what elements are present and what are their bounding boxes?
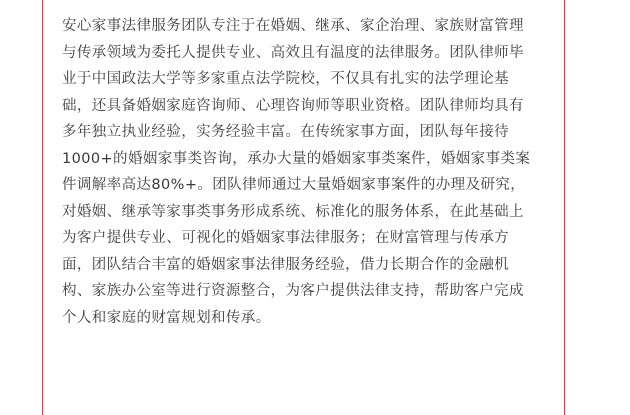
paragraph-line: 个人和家庭的财富规划和传承。 bbox=[62, 309, 271, 326]
paragraph-line: 业于中国政法大学等多家重点法学院校，不仅具有扎实的法学理论基 bbox=[62, 71, 509, 87]
paragraph-line: 为客户提供专业、可视化的婚姻家事法律服务；在财富管理与传承方 bbox=[62, 230, 509, 246]
paragraph-line: 安心家事法律服务团队专注于在婚姻、继承、家企治理、家族财富管理 bbox=[62, 18, 524, 34]
paragraph-line: 础，还具备婚姻家庭咨询师、心理咨询师等职业资格。团队律师均具有 bbox=[62, 97, 524, 114]
paragraph-line: 1000+的婚姻家事类咨询，承办大量的婚姻家事类案件，婚姻家事类案 bbox=[62, 150, 531, 167]
paragraph-line: 面，团队结合丰富的婚姻家事法律服务经验，借力长期合作的金融机 bbox=[62, 256, 509, 273]
paragraph-line: 多年独立执业经验，实务经验丰富。在传统家事方面，团队每年接待 bbox=[62, 124, 509, 140]
article-paragraph bbox=[62, 13, 574, 331]
paragraph-line: 对婚姻、继承等家事类事务形成系统、标准化的服务体系，在此基础上 bbox=[62, 203, 524, 220]
paragraph-line: 件调解率高达80%+。团队律师通过大量婚姻家事案件的办理及研究， bbox=[62, 177, 526, 193]
paragraph-line: 构、家族办公室等进行资源整合，为客户提供法律支持，帮助客户完成 bbox=[62, 283, 524, 299]
paragraph-line: 与传承领域为委托人提供专业、高效且有温度的法律服务。团队律师毕 bbox=[62, 44, 524, 61]
